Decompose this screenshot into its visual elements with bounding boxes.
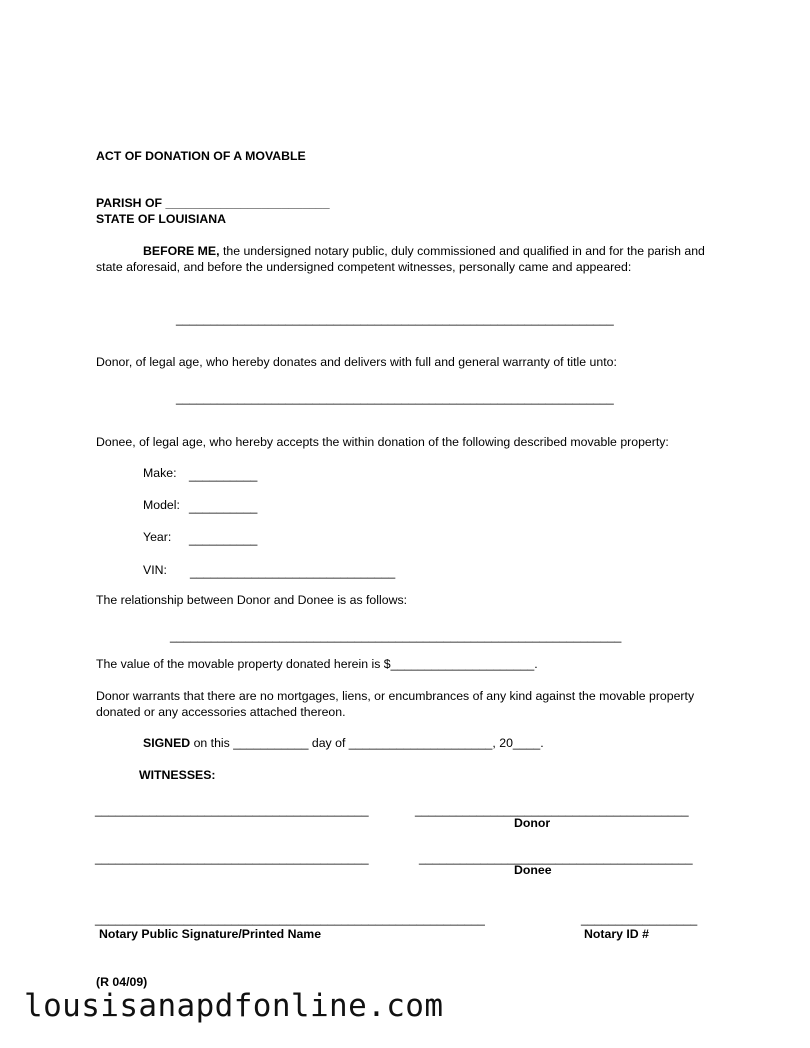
donor-name-blank: ________________________________________________________________ <box>176 312 614 326</box>
value-text: The value of the movable property donated herein is $_____________________. <box>96 657 538 671</box>
witnesses-label: WITNESSES: <box>139 768 216 782</box>
relationship-text: The relationship between Donor and Donee is as follows: <box>96 593 408 607</box>
signed-lead: SIGNED <box>143 736 191 750</box>
notary-label: Notary Public Signature/Printed Name <box>99 927 322 941</box>
state-line: STATE OF LOUISIANA <box>96 212 227 226</box>
site-watermark: lousisanapdfonline.com <box>24 988 444 1024</box>
donee-label: Donee <box>514 863 552 877</box>
revision-code: (R 04/09) <box>96 975 148 989</box>
donee-name-blank: ________________________________________________________________ <box>176 391 614 405</box>
parish-line: PARISH OF ________________________ <box>96 196 330 210</box>
notary-id-line: _________________ <box>581 912 698 926</box>
witness-1-signature-line: ________________________________________ <box>95 803 369 817</box>
signed-line <box>143 735 544 751</box>
warranty-paragraph: Donor warrants that there are no mortgages, liens, or encumbrances of any kind against the movable property donated or any accessories attached thereon. <box>96 689 695 719</box>
vin-label: VIN: <box>143 563 167 577</box>
donee-clause: Donee, of legal age, who hereby accepts the within donation of the following described movable property: <box>96 435 669 449</box>
make-blank: __________ <box>189 468 258 482</box>
model-label: Model: <box>143 498 180 512</box>
relationship-blank: __________________________________________________________________ <box>170 629 622 643</box>
document-title: ACT OF DONATION OF A MOVABLE <box>96 149 306 163</box>
intro-lead: BEFORE ME, <box>143 244 220 258</box>
signed-text: on this ___________ day of _____________________, 20____. <box>190 736 544 750</box>
intro-text: the undersigned notary public, duly commissioned and qualified in and for the parish and state aforesaid, and before the undersigned competent witnesses, personally came and appeared: <box>96 244 705 274</box>
vin-blank: ______________________________ <box>190 565 396 579</box>
intro-paragraph <box>96 243 720 275</box>
notary-signature-line: _________________________________________________________ <box>95 912 485 926</box>
donee-signature-line: ________________________________________ <box>419 851 693 865</box>
year-blank: __________ <box>189 532 258 546</box>
make-label: Make: <box>143 466 177 480</box>
donor-clause: Donor, of legal age, who hereby donates and delivers with full and general warranty of title unto: <box>96 355 617 369</box>
year-label: Year: <box>143 530 172 544</box>
witness-2-signature-line: ________________________________________ <box>95 851 369 865</box>
notary-id-label: Notary ID # <box>584 927 649 941</box>
donor-signature-line: ________________________________________ <box>415 803 689 817</box>
donor-label: Donor <box>514 816 551 830</box>
model-blank: __________ <box>189 500 258 514</box>
